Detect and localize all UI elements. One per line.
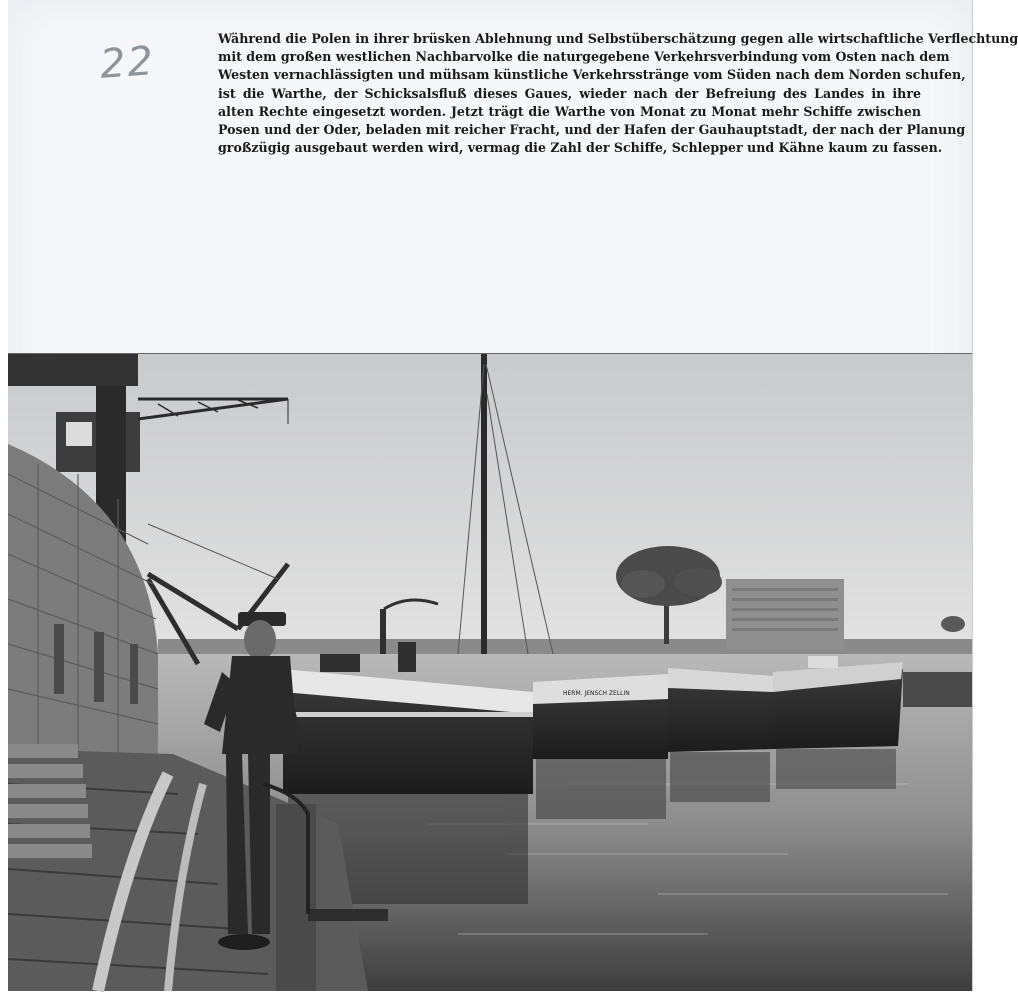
harbor-photo-svg	[8, 354, 972, 991]
mast	[481, 354, 487, 654]
book-page	[8, 0, 1018, 990]
paragraph-line-5: alten Rechte eingesetzt worden. Jetzt trägt die Warthe von Monat zu Monat mehr Schiffe zwischen	[218, 103, 921, 119]
paragraph-line-7: großzügig ausgebaut werden wird, vermag die Zahl der Schiffe, Schlepper und Kähne kaum zu fassen.	[218, 140, 943, 156]
barge-lettering: HERM. JENSCH ZELLIN	[563, 690, 630, 697]
paragraph-line-3: Westen vernachlässigten und mühsam künstliche Verkehrsstränge vom Süden nach dem Norden schufen,	[218, 67, 966, 83]
body-paragraph	[218, 30, 1018, 157]
paragraph-line-4: ist die Warthe, der Schicksalsfluß dieses Gaues, wieder nach der Befreiung des Landes in ihre	[218, 85, 921, 101]
paragraph-line-2: mit dem großen westlichen Nachbarvolke die naturgegebene Verkehrsverbindung vom Osten nach dem	[218, 49, 950, 65]
paragraph-line-1: Während die Polen in ihrer brüsken Ablehnung und Selbstüberschätzung gegen alle wirtschaftliche Verflechtung	[218, 31, 1018, 46]
handwritten-page-number: 22	[98, 38, 157, 88]
harbor-photograph	[8, 353, 972, 991]
far-boats	[903, 672, 972, 707]
paragraph-line-6: Posen und der Oder, beladen mit reicher Fracht, und der Hafen der Gauhauptstadt, der nach der Planung	[218, 122, 966, 138]
